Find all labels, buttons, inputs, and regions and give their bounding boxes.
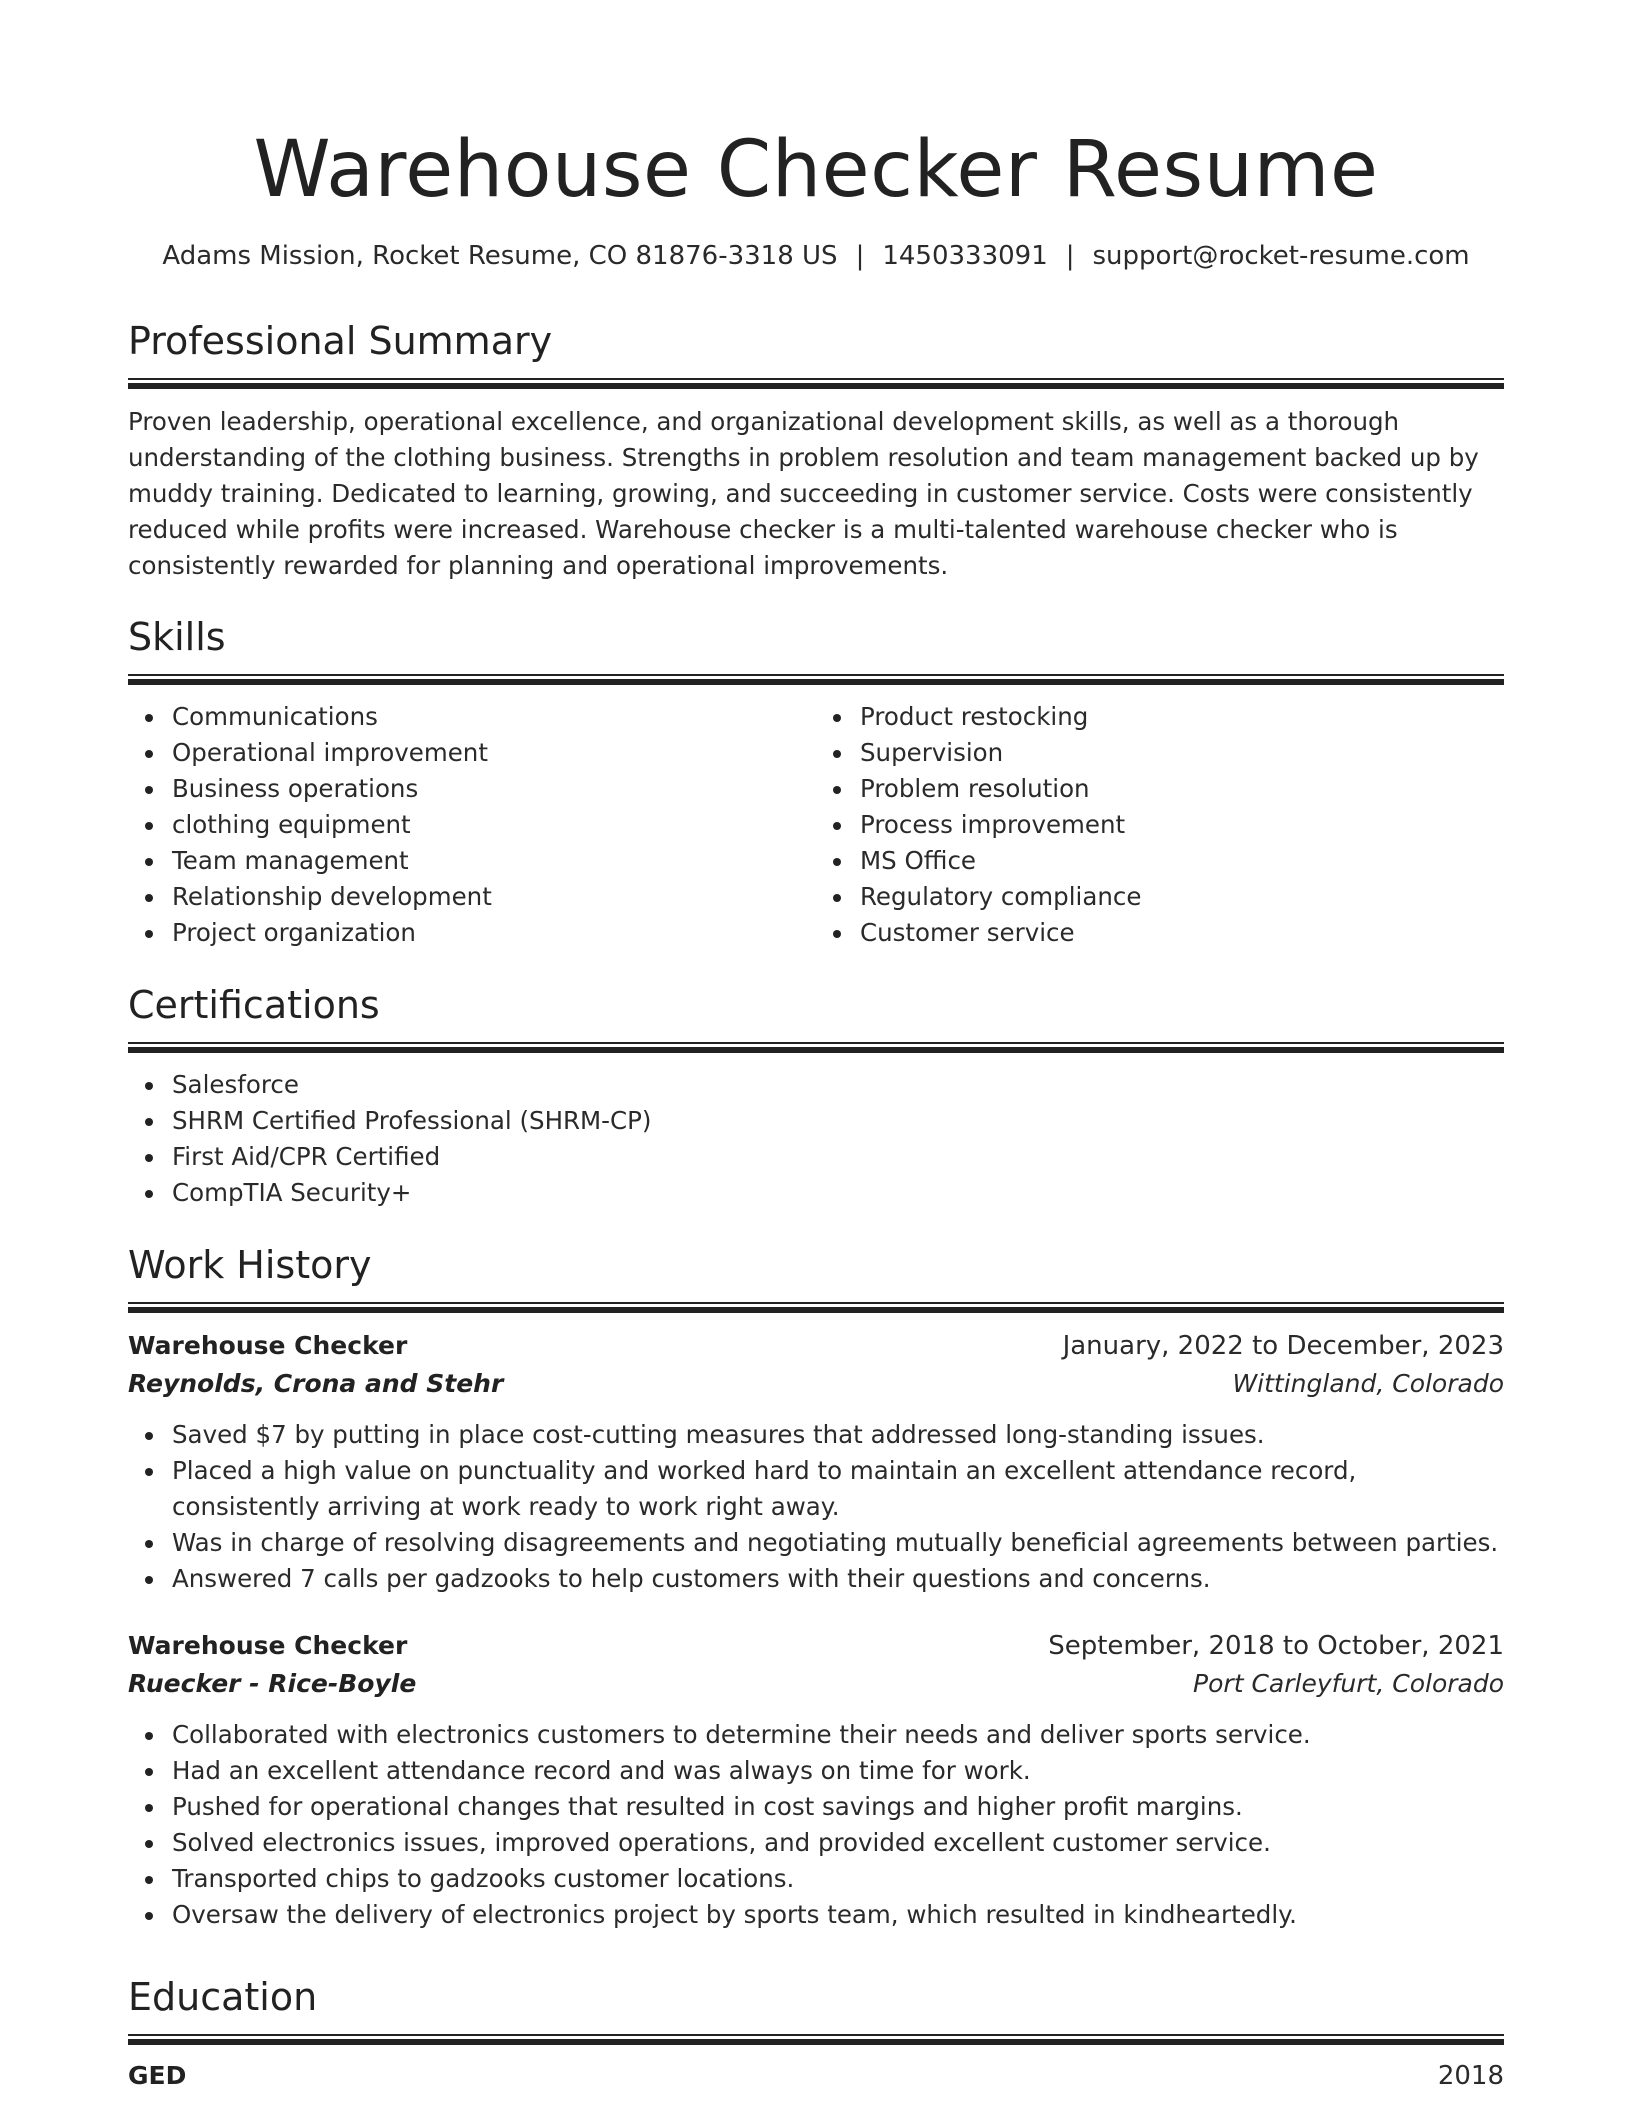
list-item: Answered 7 calls per gadzooks to help customers with their questions and concerns. — [172, 1561, 1504, 1597]
list-item: MS Office — [860, 843, 1504, 879]
job-title: Warehouse Checker — [128, 1331, 408, 1360]
list-item: Transported chips to gadzooks customer locations. — [172, 1861, 1504, 1897]
skills-heading: Skills — [128, 615, 226, 659]
contact-separator: | — [1065, 241, 1075, 271]
contact-phone: 1450333091 — [882, 241, 1048, 271]
list-item: Communications — [172, 699, 816, 735]
skills-list-right — [816, 699, 1504, 951]
list-item: Saved $7 by putting in place cost-cutting measures that addressed long-standing issues. — [172, 1417, 1504, 1453]
job-header — [128, 1327, 1504, 1365]
job-dates: September, 2018 to October, 2021 — [1048, 1631, 1504, 1661]
list-item: First Aid/CPR Certified — [172, 1139, 1504, 1175]
list-item: Solved electronics issues, improved operations, and provided excellent customer service. — [172, 1825, 1504, 1861]
list-item: Pushed for operational changes that resulted in cost savings and higher profit margins. — [172, 1789, 1504, 1825]
skills-columns — [128, 699, 1504, 951]
section-divider — [128, 1302, 1504, 1313]
list-item: Process improvement — [860, 807, 1504, 843]
skills-list-left — [128, 699, 816, 951]
list-item: Oversaw the delivery of electronics project by sports team, which resulted in kindheartedly. — [172, 1897, 1504, 1933]
education-year: 2018 — [1437, 2061, 1504, 2091]
section-divider — [128, 378, 1504, 389]
list-item: Team management — [172, 843, 816, 879]
work-history-section — [128, 1240, 1504, 1933]
skills-section — [128, 612, 1504, 951]
job-header — [128, 1627, 1504, 1665]
list-item: Customer service — [860, 915, 1504, 951]
list-item: Problem resolution — [860, 771, 1504, 807]
list-item: Salesforce — [172, 1067, 1504, 1103]
list-item: Operational improvement — [172, 735, 816, 771]
certifications-list — [128, 1067, 1504, 1211]
education-heading: Education — [128, 1975, 318, 2019]
list-item: Relationship development — [172, 879, 816, 915]
list-item: CompTIA Security+ — [172, 1175, 1504, 1211]
job-entry — [128, 1327, 1504, 1597]
job-company: Ruecker - Rice-Boyle — [128, 1669, 417, 1698]
list-item: Was in charge of resolving disagreements and negotiating mutually beneficial agreements between parties. — [172, 1525, 1504, 1561]
job-location: Wittingland, Colorado — [1232, 1369, 1504, 1398]
contact-address: Adams Mission, Rocket Resume, CO 81876-3318 US — [162, 241, 838, 271]
job-bullets — [128, 1717, 1504, 1933]
job-subheader — [128, 1665, 1504, 1703]
job-dates: January, 2022 to December, 2023 — [1062, 1331, 1504, 1361]
summary-heading: Professional Summary — [128, 319, 553, 363]
certifications-heading: Certifications — [128, 983, 380, 1027]
section-divider — [128, 674, 1504, 685]
section-divider — [128, 2034, 1504, 2045]
summary-text: Proven leadership, operational excellence, and organizational development skills, as well as a thorough understanding of the clothing business. Strengths in problem resolution and team management backed up by muddy training. Dedicated to learning, growing, and succeeding in customer service. Costs were consistently reduced while profits were increased. Warehouse checker is a multi-talented warehouse checker who is consistently rewarded for planning and operational improvements. — [128, 407, 1479, 580]
list-item: Placed a high value on punctuality and worked hard to maintain an excellent attendance record, consistently arriving at work ready to work right away. — [172, 1453, 1504, 1525]
list-item: Regulatory compliance — [860, 879, 1504, 915]
list-item: Business operations — [172, 771, 816, 807]
contact-email[interactable]: support@rocket-resume.com — [1092, 241, 1470, 271]
list-item: Product restocking — [860, 699, 1504, 735]
job-title: Warehouse Checker — [128, 1631, 408, 1660]
education-entry — [128, 2057, 1504, 2095]
job-entry — [128, 1627, 1504, 1933]
job-company: Reynolds, Crona and Stehr — [128, 1369, 504, 1398]
summary-section — [128, 316, 1504, 584]
list-item: Project organization — [172, 915, 816, 951]
list-item: Collaborated with electronics customers to determine their needs and deliver sports service. — [172, 1717, 1504, 1753]
job-location: Port Carleyfurt, Colorado — [1193, 1669, 1504, 1698]
list-item: Supervision — [860, 735, 1504, 771]
list-item: clothing equipment — [172, 807, 816, 843]
list-item: SHRM Certified Professional (SHRM-CP) — [172, 1103, 1504, 1139]
section-divider — [128, 1042, 1504, 1053]
education-section — [128, 1972, 1504, 2095]
education-degree: GED — [128, 2061, 187, 2090]
job-subheader — [128, 1365, 1504, 1403]
contact-separator: | — [855, 241, 865, 271]
contact-line — [128, 238, 1504, 274]
job-bullets — [128, 1417, 1504, 1597]
work-history-heading: Work History — [128, 1243, 372, 1287]
resume-title: Warehouse Checker Resume — [253, 125, 1379, 215]
list-item: Had an excellent attendance record and was always on time for work. — [172, 1753, 1504, 1789]
certifications-section — [128, 980, 1504, 1211]
